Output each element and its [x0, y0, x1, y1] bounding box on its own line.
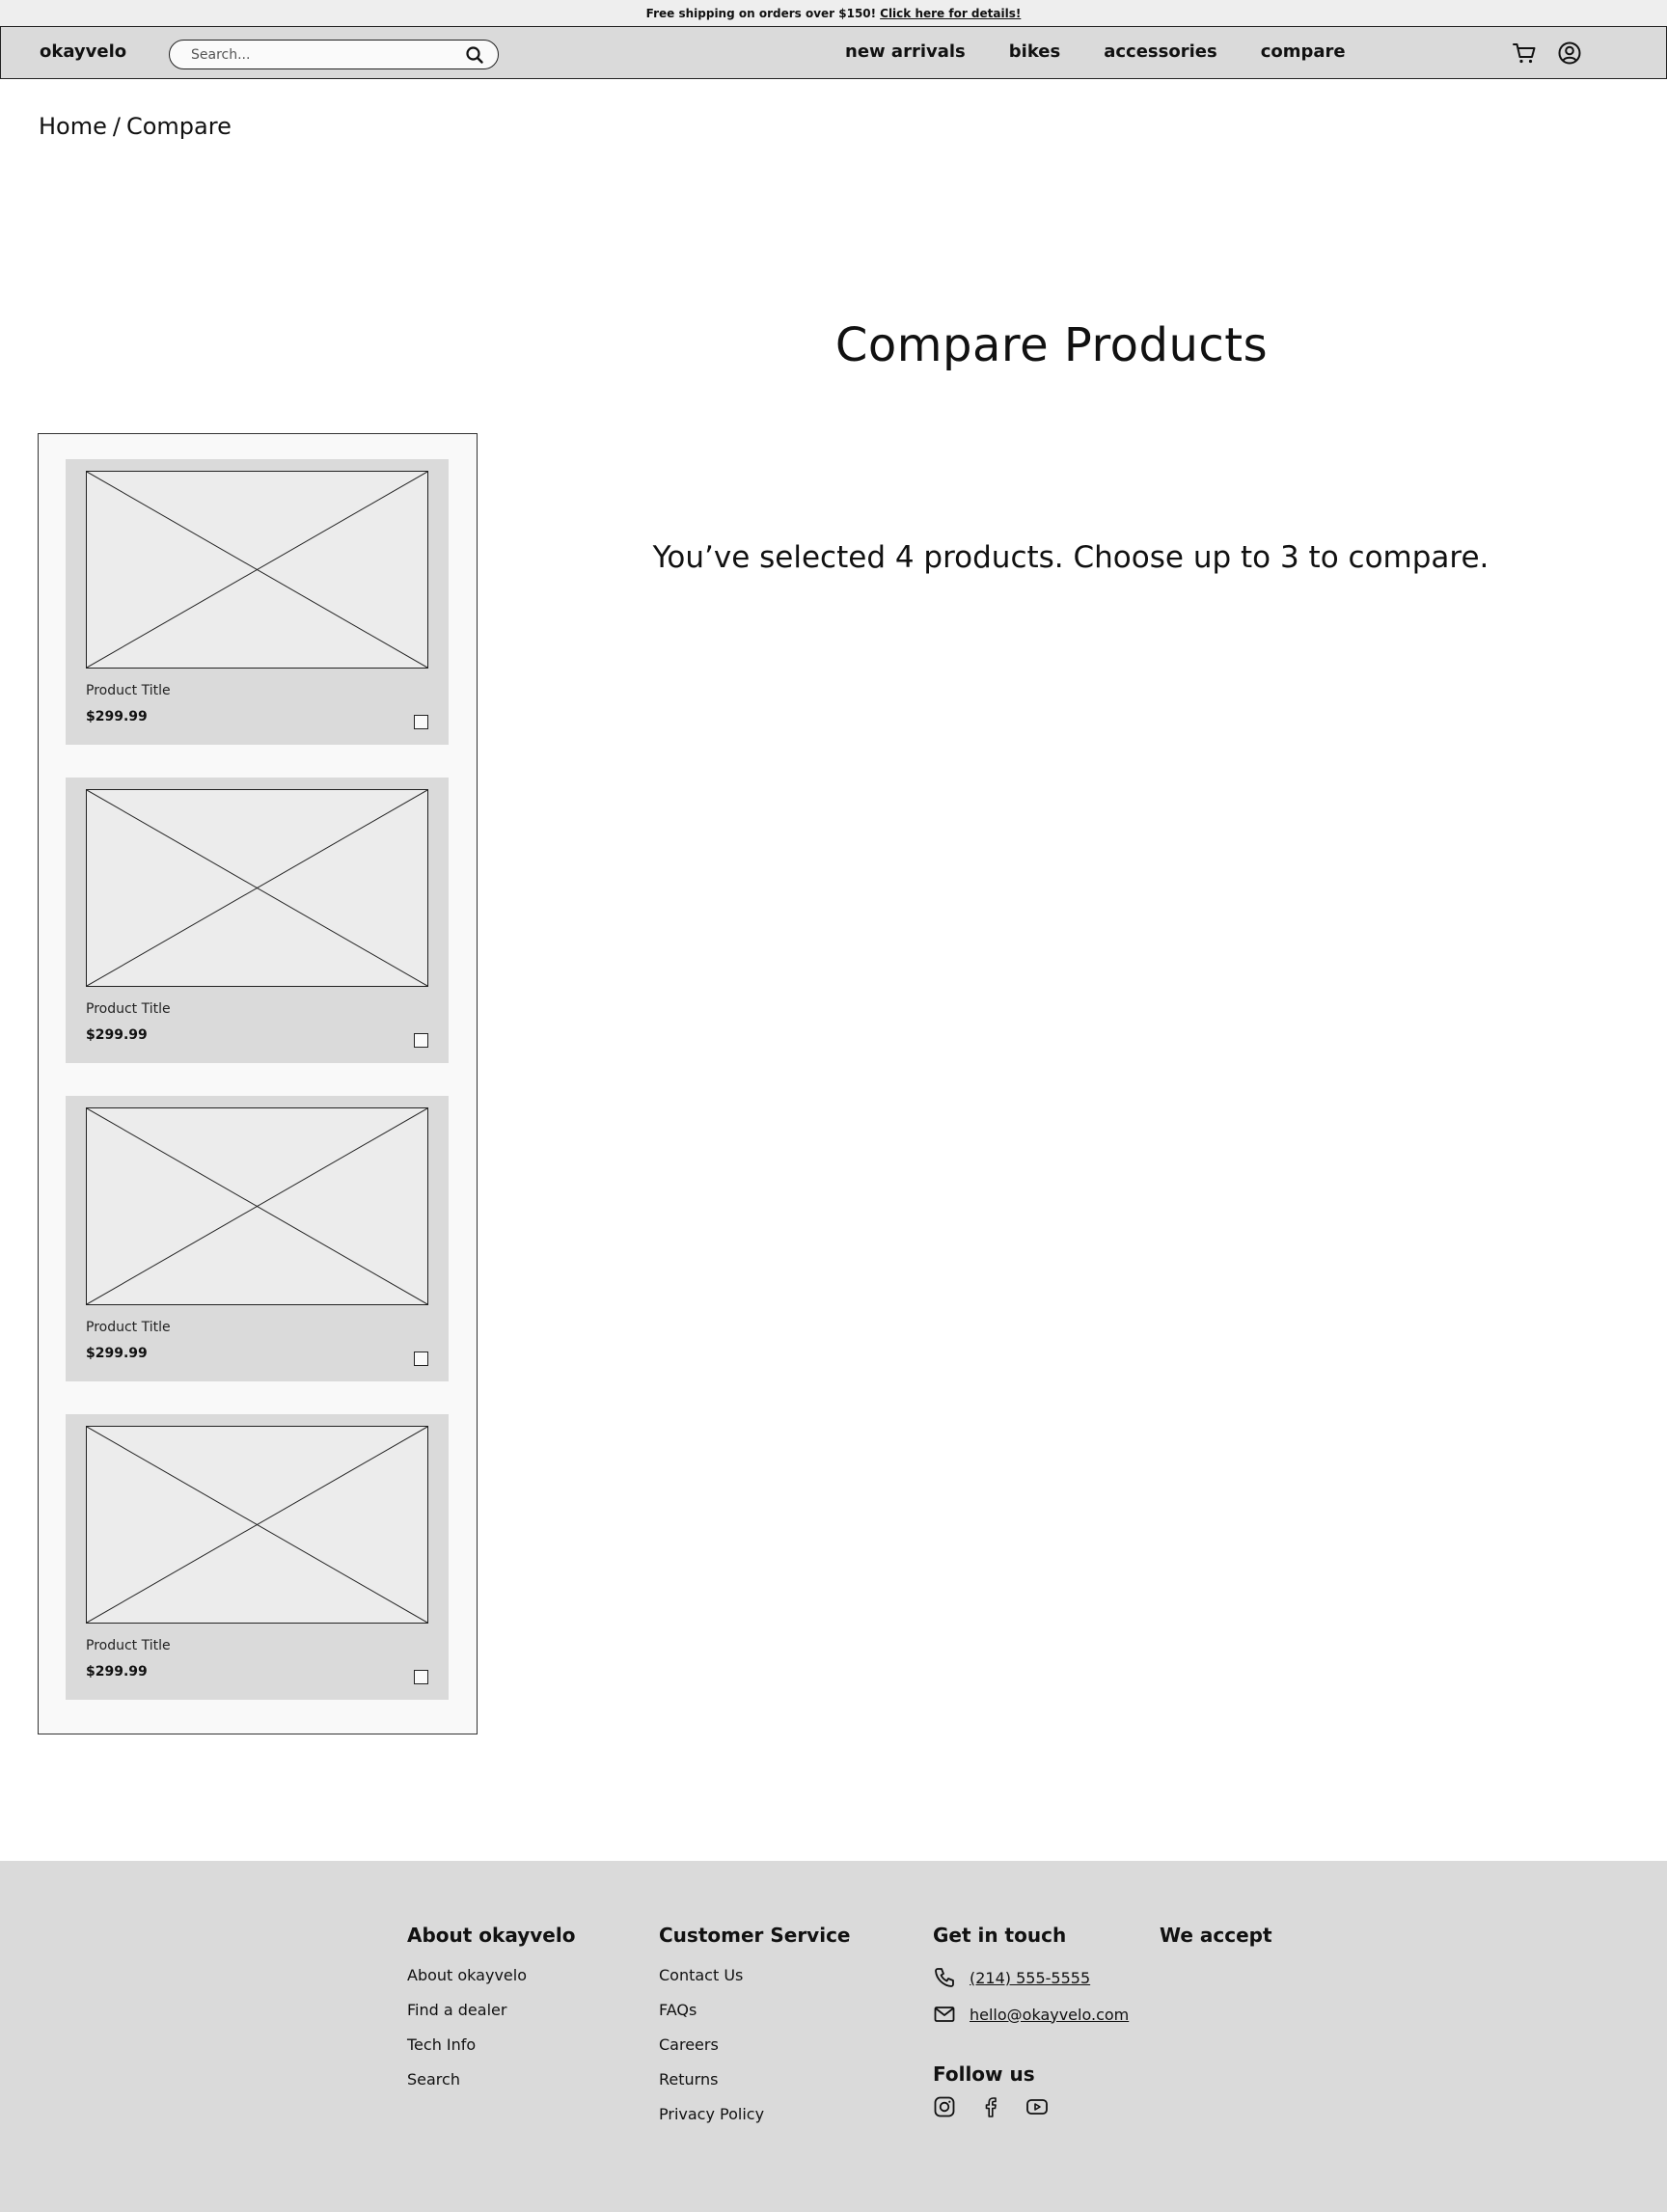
footer-link-careers[interactable]: Careers — [659, 2035, 719, 2054]
site-header — [0, 26, 1667, 79]
footer-link-privacy-policy[interactable]: Privacy Policy — [659, 2105, 765, 2123]
footer-link-tech-info[interactable]: Tech Info — [407, 2035, 477, 2054]
footer-service-column — [659, 1924, 851, 2140]
footer-about-column — [407, 1924, 575, 2105]
compare-status-message: You’ve selected 4 products. Choose up to 3 to compare. — [652, 540, 1489, 575]
footer-accept-column — [1160, 1924, 1272, 1966]
search-icon[interactable] — [465, 45, 484, 65]
instagram-icon[interactable] — [933, 2095, 956, 2118]
youtube-icon[interactable] — [1025, 2095, 1049, 2118]
product-image-placeholder — [86, 471, 428, 669]
product-card[interactable] — [66, 1414, 449, 1700]
footer-follow-heading: Follow us — [933, 2062, 1035, 2086]
site-logo[interactable]: okayvelo — [40, 41, 127, 62]
footer-link-find-dealer[interactable]: Find a dealer — [407, 2001, 507, 2019]
footer-link-search[interactable]: Search — [407, 2070, 460, 2089]
facebook-icon[interactable] — [979, 2095, 1002, 2118]
product-card[interactable] — [66, 778, 449, 1063]
announcement-details-link[interactable]: Click here for details! — [880, 6, 1022, 20]
product-title[interactable]: Product Title — [86, 1001, 171, 1017]
nav-compare[interactable]: compare — [1260, 41, 1346, 62]
cart-icon[interactable] — [1511, 40, 1538, 67]
footer-about-heading: About okayvelo — [407, 1924, 576, 1947]
footer-service-heading: Customer Service — [659, 1924, 851, 1947]
contact-email-row — [933, 2003, 1129, 2026]
footer-accept-heading: We accept — [1160, 1924, 1272, 1947]
product-title[interactable]: Product Title — [86, 683, 171, 698]
announcement-bar — [0, 0, 1667, 26]
phone-icon — [933, 1966, 956, 1989]
page-title: Compare Products — [834, 318, 1269, 372]
footer-link-contact-us[interactable]: Contact Us — [659, 1966, 744, 1984]
search-bar — [169, 40, 499, 69]
product-image-placeholder — [86, 1107, 428, 1305]
product-compare-checkbox[interactable] — [414, 1352, 428, 1366]
product-price: $299.99 — [86, 1027, 148, 1043]
nav-new-arrivals[interactable]: new arrivals — [845, 41, 966, 62]
footer-link-faqs[interactable]: FAQs — [659, 2001, 697, 2019]
social-links — [933, 2095, 1129, 2118]
mail-icon — [933, 2003, 956, 2026]
breadcrumb — [39, 113, 232, 140]
search-input[interactable] — [191, 44, 451, 65]
product-list — [38, 433, 478, 1734]
product-title[interactable]: Product Title — [86, 1638, 171, 1653]
main-nav — [845, 41, 1346, 62]
product-compare-checkbox[interactable] — [414, 1670, 428, 1684]
footer-link-about[interactable]: About okayvelo — [407, 1966, 527, 1984]
contact-email-link[interactable]: hello@okayvelo.com — [970, 2005, 1130, 2024]
product-image-placeholder — [86, 789, 428, 987]
announcement-text: Free shipping on orders over $150! — [645, 6, 877, 20]
product-compare-checkbox[interactable] — [414, 715, 428, 729]
nav-bikes[interactable]: bikes — [1008, 41, 1061, 62]
product-title[interactable]: Product Title — [86, 1320, 171, 1335]
product-price: $299.99 — [86, 1664, 148, 1679]
contact-phone-row — [933, 1966, 1129, 1989]
site-footer — [0, 1861, 1667, 2212]
footer-contact-heading: Get in touch — [933, 1924, 1067, 1947]
breadcrumb-separator: / — [112, 113, 121, 140]
footer-contact-column — [933, 1924, 1129, 2118]
product-compare-checkbox[interactable] — [414, 1033, 428, 1048]
account-icon[interactable] — [1556, 40, 1583, 67]
product-image-placeholder — [86, 1426, 428, 1624]
breadcrumb-home[interactable]: Home — [39, 113, 107, 140]
product-price: $299.99 — [86, 1346, 148, 1361]
nav-accessories[interactable]: accessories — [1104, 41, 1217, 62]
breadcrumb-current: Compare — [125, 113, 232, 140]
product-card[interactable] — [66, 459, 449, 745]
footer-link-returns[interactable]: Returns — [659, 2070, 719, 2089]
product-price: $299.99 — [86, 709, 148, 724]
product-card[interactable] — [66, 1096, 449, 1381]
contact-phone-link[interactable]: (214) 555-5555 — [970, 1968, 1091, 1987]
